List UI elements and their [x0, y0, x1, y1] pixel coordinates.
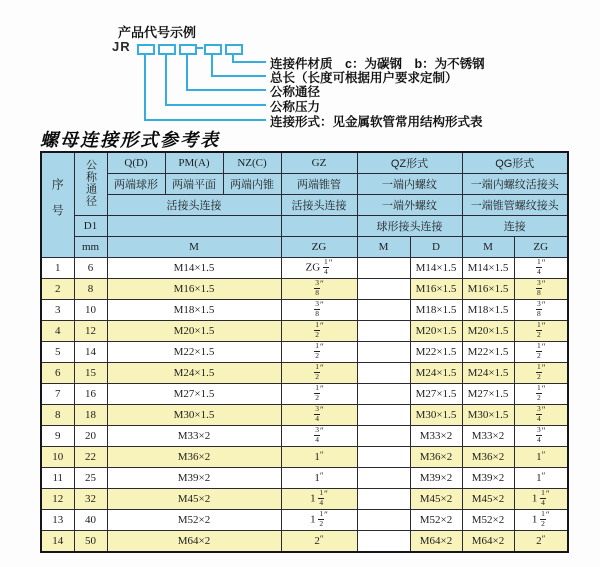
cell-qz-m: [357, 384, 410, 405]
header-blank-left: [107, 216, 281, 237]
cell-seq: 8: [41, 405, 74, 426]
cell-dn: 10: [74, 300, 107, 321]
cell-m: M20×1.5: [107, 321, 281, 342]
cell-qz-d: M14×1.5: [410, 258, 462, 279]
nut-connection-table: [40, 151, 569, 553]
header-qg-desc2: 一端锥管螺纹接头: [462, 195, 568, 216]
cell-gz: $\frac{1}{2}$ ″: [281, 363, 357, 384]
header-qz-m: M: [357, 237, 410, 258]
header-qg-desc1: 一端内螺纹活接头: [462, 174, 568, 195]
header-col-pm: PM(A): [165, 152, 223, 174]
header-qg-connection: 连接: [462, 216, 568, 237]
cell-qg-m: M14×1.5: [462, 258, 514, 279]
header-qg-m: M: [462, 237, 514, 258]
cell-seq: 6: [41, 363, 74, 384]
label-length: 总长（长度可根据用户要求定制）: [270, 71, 458, 85]
cell-qz-m: [357, 405, 410, 426]
table-row: [41, 279, 568, 300]
cell-gz: $\frac{3}{4}$ ″: [281, 405, 357, 426]
cell-dn: 15: [74, 363, 107, 384]
cell-gz: 1 $\frac{1}{4}$ ″: [281, 489, 357, 510]
cell-qg-zg: $\frac{1}{2}$ ″: [514, 363, 568, 384]
cell-dn: 18: [74, 405, 107, 426]
cell-seq: 7: [41, 384, 74, 405]
table-row: [41, 321, 568, 342]
table-row: [41, 489, 568, 510]
cell-gz: 1″: [281, 468, 357, 489]
cell-qg-zg: $\frac{3}{8}$ ″: [514, 279, 568, 300]
cell-qz-m: [357, 531, 410, 553]
cell-gz: $\frac{1}{2}$ ″: [281, 384, 357, 405]
label-connection: 连接形式：见金属软管常用结构形式表: [270, 115, 483, 129]
header-col-qz: QZ形式: [357, 152, 462, 174]
cell-qg-zg: 1″: [514, 468, 568, 489]
cell-dn: 16: [74, 384, 107, 405]
table-title: 螺母连接形式参考表: [40, 130, 220, 150]
cell-qz-d: M18×1.5: [410, 300, 462, 321]
cell-seq: 2: [41, 279, 74, 300]
cell-qz-d: M33×2: [410, 426, 462, 447]
cell-m: M18×1.5: [107, 300, 281, 321]
table-row: [41, 468, 568, 489]
cell-qz-m: [357, 468, 410, 489]
table-row: [41, 384, 568, 405]
cell-dn: 12: [74, 321, 107, 342]
cell-gz: $\frac{3}{8}$ ″: [281, 279, 357, 300]
cell-qz-d: M27×1.5: [410, 384, 462, 405]
cell-qz-m: [357, 447, 410, 468]
cell-qg-m: M36×2: [462, 447, 514, 468]
header-qz-d: D: [410, 237, 462, 258]
cell-qz-m: [357, 426, 410, 447]
cell-dn: 50: [74, 531, 107, 553]
header-qg-zg: ZG: [514, 237, 568, 258]
cell-qg-zg: $\frac{1}{4}$ ″: [514, 258, 568, 279]
cell-m: M36×2: [107, 447, 281, 468]
cell-seq: 13: [41, 510, 74, 531]
cell-qz-m: [357, 300, 410, 321]
cell-qg-m: M30×1.5: [462, 405, 514, 426]
header-qz-connection: 球形接头连接: [357, 216, 462, 237]
cell-dn: 40: [74, 510, 107, 531]
cell-qg-m: M39×2: [462, 468, 514, 489]
cell-dn: 20: [74, 426, 107, 447]
header-nominal-diameter: 公称通径: [74, 152, 107, 216]
cell-seq: 11: [41, 468, 74, 489]
cell-qz-d: M22×1.5: [410, 342, 462, 363]
header-col-qg: QG形式: [462, 152, 568, 174]
cell-qz-m: [357, 342, 410, 363]
cell-dn: 8: [74, 279, 107, 300]
table-header: [41, 152, 568, 258]
header-unit-zg: ZG: [281, 237, 357, 258]
header-union-connection: 活接头连接: [107, 195, 281, 216]
cell-gz: $\frac{3}{4}$ ″: [281, 426, 357, 447]
cell-dn: 32: [74, 489, 107, 510]
cell-qg-zg: $\frac{1}{2}$ ″: [514, 342, 568, 363]
table-row: [41, 447, 568, 468]
cell-m: M64×2: [107, 531, 281, 553]
cell-qg-zg: 2″: [514, 531, 568, 553]
cell-qg-m: M45×2: [462, 489, 514, 510]
cell-m: M30×1.5: [107, 405, 281, 426]
cell-qz-d: M20×1.5: [410, 321, 462, 342]
cell-qg-zg: $\frac{1}{2}$ ″: [514, 321, 568, 342]
cell-qz-d: M36×2: [410, 447, 462, 468]
cell-gz: 2″: [281, 531, 357, 553]
label-pressure: 公称压力: [270, 100, 321, 114]
cell-dn: 14: [74, 342, 107, 363]
table-row: [41, 510, 568, 531]
header-qz-desc2: 一端外螺纹: [357, 195, 462, 216]
header-seq: 序号: [41, 152, 74, 258]
cell-qz-m: [357, 489, 410, 510]
cell-qz-d: M39×2: [410, 468, 462, 489]
cell-dn: 22: [74, 447, 107, 468]
header-q-desc: 两端球形: [107, 174, 165, 195]
cell-m: M33×2: [107, 426, 281, 447]
cell-qz-m: [357, 510, 410, 531]
cell-m: M14×1.5: [107, 258, 281, 279]
header-col-gz: GZ: [281, 152, 357, 174]
cell-qg-zg: $\frac{3}{4}$ ″: [514, 405, 568, 426]
cell-gz: $\frac{1}{2}$ ″: [281, 321, 357, 342]
header-col-q: Q(D): [107, 152, 165, 174]
cell-qg-m: M24×1.5: [462, 363, 514, 384]
cell-gz: $\frac{1}{2}$ ″: [281, 342, 357, 363]
cell-m: M16×1.5: [107, 279, 281, 300]
cell-seq: 5: [41, 342, 74, 363]
header-gz-desc: 两端锥管: [281, 174, 357, 195]
cell-m: M22×1.5: [107, 342, 281, 363]
cell-qg-m: M52×2: [462, 510, 514, 531]
cell-gz: ZG $\frac{1}{4}$ ″: [281, 258, 357, 279]
header-unit-m: M: [107, 237, 281, 258]
table-row: [41, 363, 568, 384]
cell-dn: 6: [74, 258, 107, 279]
diagram-heading-text: 产品代号示例: [118, 25, 197, 40]
cell-qg-m: M20×1.5: [462, 321, 514, 342]
cell-seq: 12: [41, 489, 74, 510]
cell-qz-m: [357, 258, 410, 279]
table-row: [41, 531, 568, 553]
cell-qg-m: M18×1.5: [462, 300, 514, 321]
cell-seq: 3: [41, 300, 74, 321]
cell-qg-zg: 1″: [514, 447, 568, 468]
cell-qg-zg: 1 $\frac{1}{4}$ ″: [514, 489, 568, 510]
label-diameter: 公称通径: [270, 85, 321, 99]
label-material: 连接件材质 c：为碳钢 b：为不锈钢: [270, 57, 485, 71]
cell-qg-m: M16×1.5: [462, 279, 514, 300]
leader-line-connection: [144, 53, 266, 121]
cell-qg-m: M22×1.5: [462, 342, 514, 363]
cell-qz-d: M24×1.5: [410, 363, 462, 384]
cell-gz: 1 $\frac{1}{2}$ ″: [281, 510, 357, 531]
cell-seq: 1: [41, 258, 74, 279]
cell-qz-m: [357, 321, 410, 342]
table-row: [41, 258, 568, 279]
cell-qg-zg: 1 $\frac{1}{2}$ ″: [514, 510, 568, 531]
cell-qg-m: M64×2: [462, 531, 514, 553]
code-prefix: JR: [112, 39, 131, 54]
cell-qg-m: M33×2: [462, 426, 514, 447]
cell-seq: 4: [41, 321, 74, 342]
cell-qz-m: [357, 279, 410, 300]
table-body: [41, 258, 568, 553]
header-unit-mm: mm: [74, 237, 107, 258]
cell-qz-d: M52×2: [410, 510, 462, 531]
cell-seq: 14: [41, 531, 74, 553]
cell-m: M24×1.5: [107, 363, 281, 384]
table-row: [41, 426, 568, 447]
cell-m: M45×2: [107, 489, 281, 510]
cell-qz-d: M64×2: [410, 531, 462, 553]
header-gz-connection: 活接头连接: [281, 195, 357, 216]
table-row: [41, 300, 568, 321]
header-nz-desc: 两端内锥: [223, 174, 281, 195]
cell-qg-zg: $\frac{3}{4}$ ″: [514, 426, 568, 447]
product-code-diagram: [0, 0, 600, 130]
header-blank-gz: [281, 216, 357, 237]
cell-qz-d: M16×1.5: [410, 279, 462, 300]
cell-qz-d: M45×2: [410, 489, 462, 510]
header-qz-desc1: 一端内螺纹: [357, 174, 462, 195]
cell-qg-m: M27×1.5: [462, 384, 514, 405]
table-row: [41, 342, 568, 363]
table-row: [41, 405, 568, 426]
header-d1: D1: [74, 216, 107, 237]
cell-qg-zg: $\frac{3}{8}$ ″: [514, 300, 568, 321]
cell-qz-d: M30×1.5: [410, 405, 462, 426]
cell-gz: $\frac{3}{8}$ ″: [281, 300, 357, 321]
cell-qg-zg: $\frac{1}{2}$ ″: [514, 384, 568, 405]
header-col-nz: NZ(C): [223, 152, 281, 174]
cell-m: M52×2: [107, 510, 281, 531]
cell-qz-m: [357, 363, 410, 384]
cell-m: M27×1.5: [107, 384, 281, 405]
cell-seq: 9: [41, 426, 74, 447]
cell-m: M39×2: [107, 468, 281, 489]
header-pm-desc: 两端平面: [165, 174, 223, 195]
code-dash: [197, 47, 203, 49]
cell-seq: 10: [41, 447, 74, 468]
cell-dn: 25: [74, 468, 107, 489]
cell-gz: 1″: [281, 447, 357, 468]
